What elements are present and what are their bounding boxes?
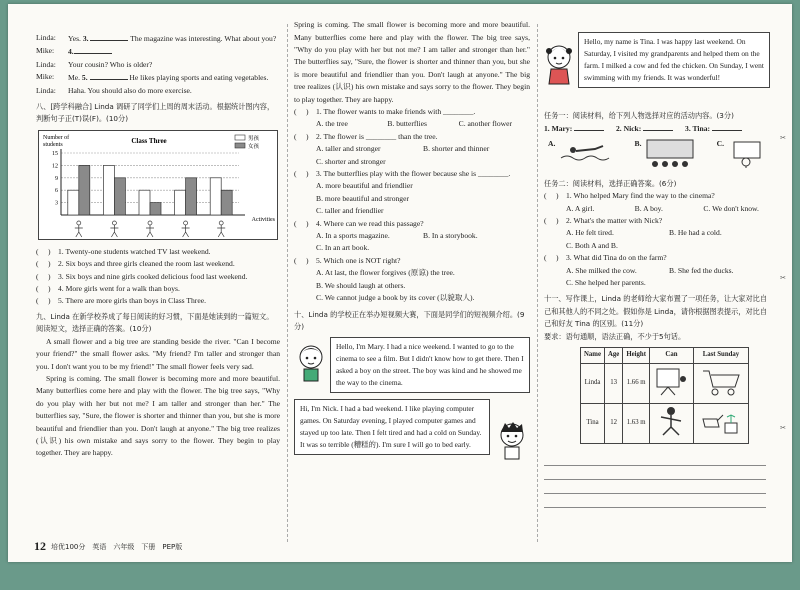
- legend-swatch-girls: [235, 143, 245, 148]
- writing-lines[interactable]: [544, 452, 772, 508]
- story-paragraph: Spring is coming. The small flower is becoming more and more beautiful. Many butterflies come here and play with the flower. The big tree says, "Why do you play with her but not me? I am taller and stronger than her." The butterflies say, "Sure, the flower is shorter and thinner than you, but she is more beautiful and friendlier than you. Don't laugh at anyone." The big tree realizes (认识) his own mistake and says sorry to the flower. They begin to play together. They are happy.: [36, 373, 280, 458]
- answer-paren[interactable]: ( ): [294, 218, 309, 228]
- y-tick-label: 15: [52, 150, 58, 157]
- activity-icon: [184, 221, 188, 225]
- table-row: Tina 12 1.63 m: [581, 403, 749, 443]
- tf-item: ( ) 5. There are more girls than boys in Class Three.: [36, 295, 280, 307]
- tina-avatar-icon: [544, 42, 574, 88]
- column-divider: [287, 24, 288, 542]
- activity-icon: [110, 225, 118, 237]
- bar-boys-3: [175, 190, 186, 215]
- worksheet-page: [8, 4, 792, 562]
- answer-paren[interactable]: ( ): [36, 271, 51, 281]
- dancing-icon: [649, 403, 693, 443]
- legend-label: 女孩: [248, 143, 260, 150]
- tina-text-box: Hello, my name is Tina. I was happy last weekend. On Saturday, I visited my grandparents and helped them on the farm. I milked a cow and fed the chicken. On Sunday, I went swimming with my friends. It was wonderful!: [578, 32, 770, 88]
- mc-question: ( ) 2. The flower is ________ than the tree. A. taller and stronger B. shorter and thinner C. shorter and stronger: [294, 131, 490, 166]
- mc-question: ( ) 1. Who helped Mary find the way to the cinema? A. A girl. B. A boy. C. We don't know.: [544, 191, 759, 213]
- painting-icon: [649, 363, 693, 403]
- swimming-icon: [559, 138, 613, 166]
- mc-question: ( ) 4. Where can we read this passage? A. In a sports magazine. B. In a storybook. C. In an art book.: [294, 218, 478, 253]
- answer-paren[interactable]: ( ): [294, 255, 309, 265]
- task-1-title: 任务一：阅读材料，给下列人物选择对应的活动内容。(3分): [544, 111, 734, 120]
- bar-chart: [38, 130, 278, 240]
- answer-paren[interactable]: ( ): [36, 296, 51, 306]
- activity-icon: [112, 221, 116, 225]
- answer-blank[interactable]: [90, 32, 128, 41]
- legend-label: 男孩: [248, 135, 260, 142]
- bar-boys-2: [139, 190, 150, 215]
- tf-item: ( ) 2. Six boys and three girls cleaned the room last weekend.: [36, 258, 280, 270]
- bar-boys-0: [68, 190, 79, 215]
- mary-card: [294, 337, 530, 393]
- bar-boys-4: [210, 178, 221, 215]
- answer-blank[interactable]: [574, 122, 604, 131]
- page-number: 12: [34, 539, 46, 553]
- writing-requirement: 要求：语句通顺，语法正确，不少于5句话。: [544, 331, 686, 341]
- scissors-icon: ✂: [780, 424, 786, 432]
- answer-paren[interactable]: ( ): [294, 107, 309, 116]
- activity-icon: [217, 225, 225, 237]
- answer-blank[interactable]: [90, 71, 128, 80]
- tf-item: ( ) 1. Twenty-one students watched TV last weekend.: [36, 246, 280, 258]
- scissors-icon: ✂: [780, 274, 786, 282]
- shopping-cart-icon: [693, 363, 748, 403]
- activity-icon: [75, 225, 83, 237]
- answer-blank[interactable]: [712, 122, 742, 131]
- story-paragraph-continued: Spring is coming. The small flower is becoming more and more beautiful. Many butterflies come here and play with the flower. The big tree says, "Why do you play with her but not me? I am taller and stronger than her." The butterflies say, "Sure, the flower is shorter and thinner than you, but she is more beautiful and friendlier than you. Don't laugh at anyone." The big tree realizes (认识) his own mistake and says sorry to the flower. They begin to play together. They are happy.: [294, 20, 530, 104]
- bar-girls-3: [186, 178, 197, 215]
- right-column: [544, 32, 772, 590]
- dialog-line: Linda: Your cousin? Who is older?: [36, 59, 153, 69]
- section-9-title: 九、Linda 在新学校养成了每日阅读的好习惯，下面是她读到的一篇短文。阅读短文，选择正确的答案。(10分): [36, 311, 274, 334]
- cinema-icon: [645, 138, 695, 168]
- left-column: [36, 32, 280, 590]
- mc-question: ( ) 1. The flower wants to make friends with ________. A. the tree B. butterflies C. another flower: [294, 107, 513, 129]
- nick-avatar-icon: [496, 419, 528, 461]
- mc-question: ( ) 3. What did Tina do on the farm? A. She milked the cow. B. She fed the ducks. C. She helped her parents.: [544, 253, 734, 288]
- section-8-title: 八、[跨学科融合] Linda 调研了同学们上周的周末活动。根据统计图内容，判断句子正(T)误(F)。(10分): [36, 102, 275, 124]
- activity-icon: [77, 221, 81, 225]
- scissors-icon: ✂: [780, 134, 786, 142]
- dialog-line: Linda: Yes. 3. The magazine was interesting. What about you?: [36, 33, 277, 43]
- mc-question: ( ) 2. What's the matter with Nick? A. He felt tired. B. He had a cold. C. Both A and B.: [544, 216, 722, 250]
- dialog-line: Mike: Me. 5. He likes playing sports and eating vegetables.: [36, 72, 269, 83]
- answer-paren[interactable]: ( ): [544, 253, 559, 263]
- answer-paren[interactable]: ( ): [294, 131, 309, 141]
- x-axis-label: Activities: [251, 216, 275, 223]
- mary-text-box: Hello, I'm Mary. I had a nice weekend. I wanted to go to the cinema to see a film. But I didn't know how to get there. Then I asked a boy on the street. The boy was kind and he showed me the way to the cinema.: [330, 337, 530, 393]
- y-tick-label: 6: [55, 188, 58, 195]
- mc-question: ( ) 5. Which one is NOT right? A. At last, the flower forgives (原谅) the tree. B. We should laugh at others. C. We cannot judge a book by its cover (以貌取人).: [294, 255, 475, 303]
- y-tick-label: 9: [55, 175, 58, 182]
- mc-question: ( ) 3. The butterflies play with the flower because she is ________. A. more beautiful and friendlier B. more beautiful and stronger C. taller and friendlier: [294, 169, 511, 216]
- table-row: Linda 13 1.66 m: [581, 363, 749, 403]
- mary-avatar-icon: [296, 343, 326, 383]
- legend-swatch-boys: [235, 135, 245, 140]
- dialog-line: Linda: Haha. You should also do more exercise.: [36, 85, 192, 95]
- activity-icon: [219, 221, 223, 225]
- y-axis-label: Number of: [43, 134, 70, 141]
- tina-card: [544, 32, 772, 108]
- bar-girls-1: [114, 178, 125, 215]
- answer-paren[interactable]: ( ): [36, 284, 51, 294]
- bar-boys-1: [103, 165, 114, 215]
- activity-icon: [146, 225, 154, 237]
- middle-column: [294, 20, 530, 590]
- chart-title: Class Three: [131, 136, 167, 145]
- tf-item: ( ) 4. More girls went for a walk than boys.: [36, 283, 280, 295]
- page-footer: [34, 539, 182, 554]
- answer-paren[interactable]: ( ): [36, 246, 51, 256]
- task-1-items: 1. Mary: 2. Nick: 3. Tina:: [544, 122, 772, 135]
- bar-girls-0: [79, 165, 90, 215]
- tf-item: ( ) 3. Six boys and nine girls cooked delicious food last weekend.: [36, 271, 280, 283]
- answer-paren[interactable]: ( ): [294, 169, 309, 179]
- activity-icon: [148, 221, 152, 225]
- comparison-table: [580, 347, 749, 444]
- sick-in-bed-icon: [728, 138, 768, 168]
- watering-plants-icon: [693, 403, 748, 443]
- answer-paren[interactable]: ( ): [36, 259, 51, 269]
- bar-girls-4: [221, 190, 232, 215]
- table-header-row: Name Age Height Can Last Sunday: [581, 348, 749, 363]
- answer-paren[interactable]: ( ): [544, 216, 559, 226]
- answer-blank[interactable]: [643, 122, 673, 131]
- footer-text: 培优100分 英语 六年级 下册 PEP版: [51, 542, 183, 551]
- y-tick-label: 12: [52, 163, 58, 170]
- y-axis-label: students: [43, 141, 63, 148]
- section-11-title: 十一、写作课上，Linda 的老师给大家布置了一项任务，让大家对比自己和其他人的不同之处。假如你是 Linda，请你根据图表提示，对比自己和好友 Tina 的区别。(11分): [544, 294, 768, 329]
- story-paragraph: A small flower and a big tree are standing beside the river. "Can I become your friend?" the small flower asks. "My friend? I'm taller and stronger than you. I don't want you to be my friend!" The small flower feels very sad.: [36, 336, 280, 371]
- section-10-title: 十、Linda 的学校正在举办短视频大赛，下面是同学们的短视频介绍。(9分): [294, 309, 525, 331]
- answer-blank[interactable]: [74, 45, 112, 54]
- activity-icon: [182, 225, 190, 237]
- y-tick-label: 3: [55, 200, 58, 207]
- nick-card: [294, 399, 530, 479]
- column-divider: [537, 24, 538, 542]
- nick-text-box: Hi, I'm Nick. I had a bad weekend. I like playing computer games. On Saturday evening, I played computer games and stayed up too late. Then I felt tired and had a cold on Sunday. It was so terrible (糟糕的). I'm sure I will go to bed early.: [294, 399, 490, 455]
- dialog-line: Mike: 4.: [36, 45, 280, 58]
- task-2-title: 任务二：阅读材料，选择正确答案。(6分): [544, 178, 677, 188]
- task-1-pictures: A. B. C.: [544, 138, 772, 174]
- bar-girls-2: [150, 202, 161, 214]
- answer-paren[interactable]: ( ): [544, 191, 559, 201]
- chart-svg: [39, 131, 279, 241]
